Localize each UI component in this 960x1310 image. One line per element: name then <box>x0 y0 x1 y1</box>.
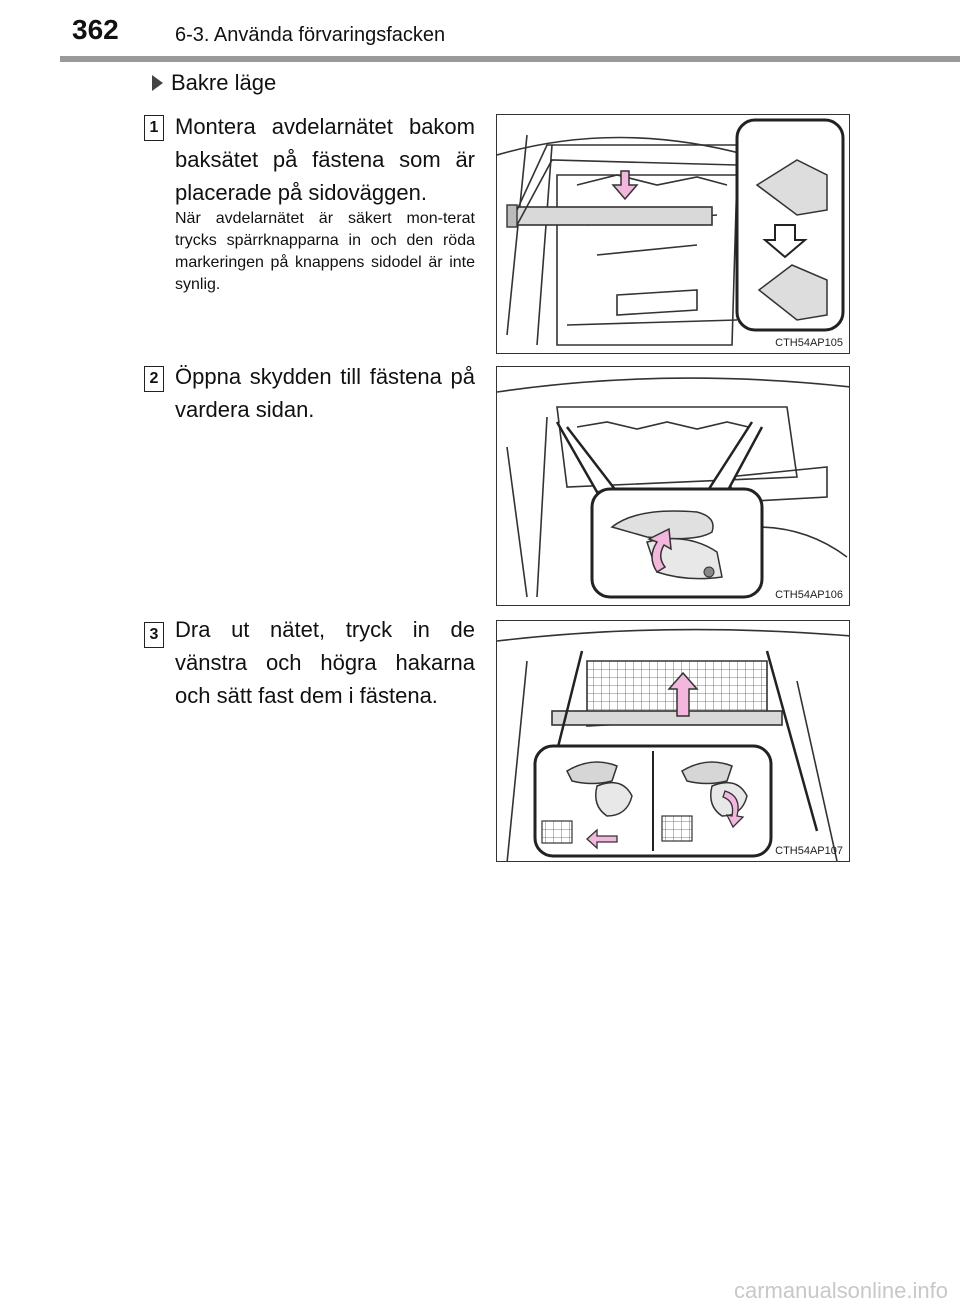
header-rule <box>60 56 960 62</box>
watermark: carmanualsonline.info <box>733 1278 948 1303</box>
figure-2 <box>496 366 850 606</box>
page-number: 362 <box>72 14 119 45</box>
figure-3 <box>496 620 850 862</box>
step-text-1: Montera avdelarnätet bakom baksätet på fästena som är placerade på sidoväggen. <box>175 114 475 205</box>
triangle-bullet-icon <box>152 75 163 91</box>
step-number-2: 2 <box>144 366 164 392</box>
figure-code-2: CTH54AP106 <box>775 589 843 601</box>
step-note-1: När avdelarnätet är säkert mon-terat trycks spärrknapparna in och den röda markeringen på knappens sidodel är inte synlig. <box>175 210 475 293</box>
figure-code-1: CTH54AP105 <box>775 337 843 349</box>
step-number-3: 3 <box>144 622 164 648</box>
figure-1 <box>496 114 850 354</box>
step-number-1: 1 <box>144 115 164 141</box>
cargo-net-mount-illustration <box>497 115 850 354</box>
anchor-cover-illustration <box>497 367 850 606</box>
step-text-2: Öppna skydden till fästena på vardera sidan. <box>175 364 475 422</box>
section-title: 6-3. Använda förvaringsfacken <box>175 24 446 46</box>
heading-text: Bakre läge <box>171 70 277 95</box>
bullet-heading <box>152 70 276 96</box>
step-text-3: Dra ut nätet, tryck in de vänstra och högra hakarna och sätt fast dem i fästena. <box>175 617 475 708</box>
net-hooks-illustration <box>497 621 850 862</box>
figure-code-3: CTH54AP107 <box>775 845 843 857</box>
